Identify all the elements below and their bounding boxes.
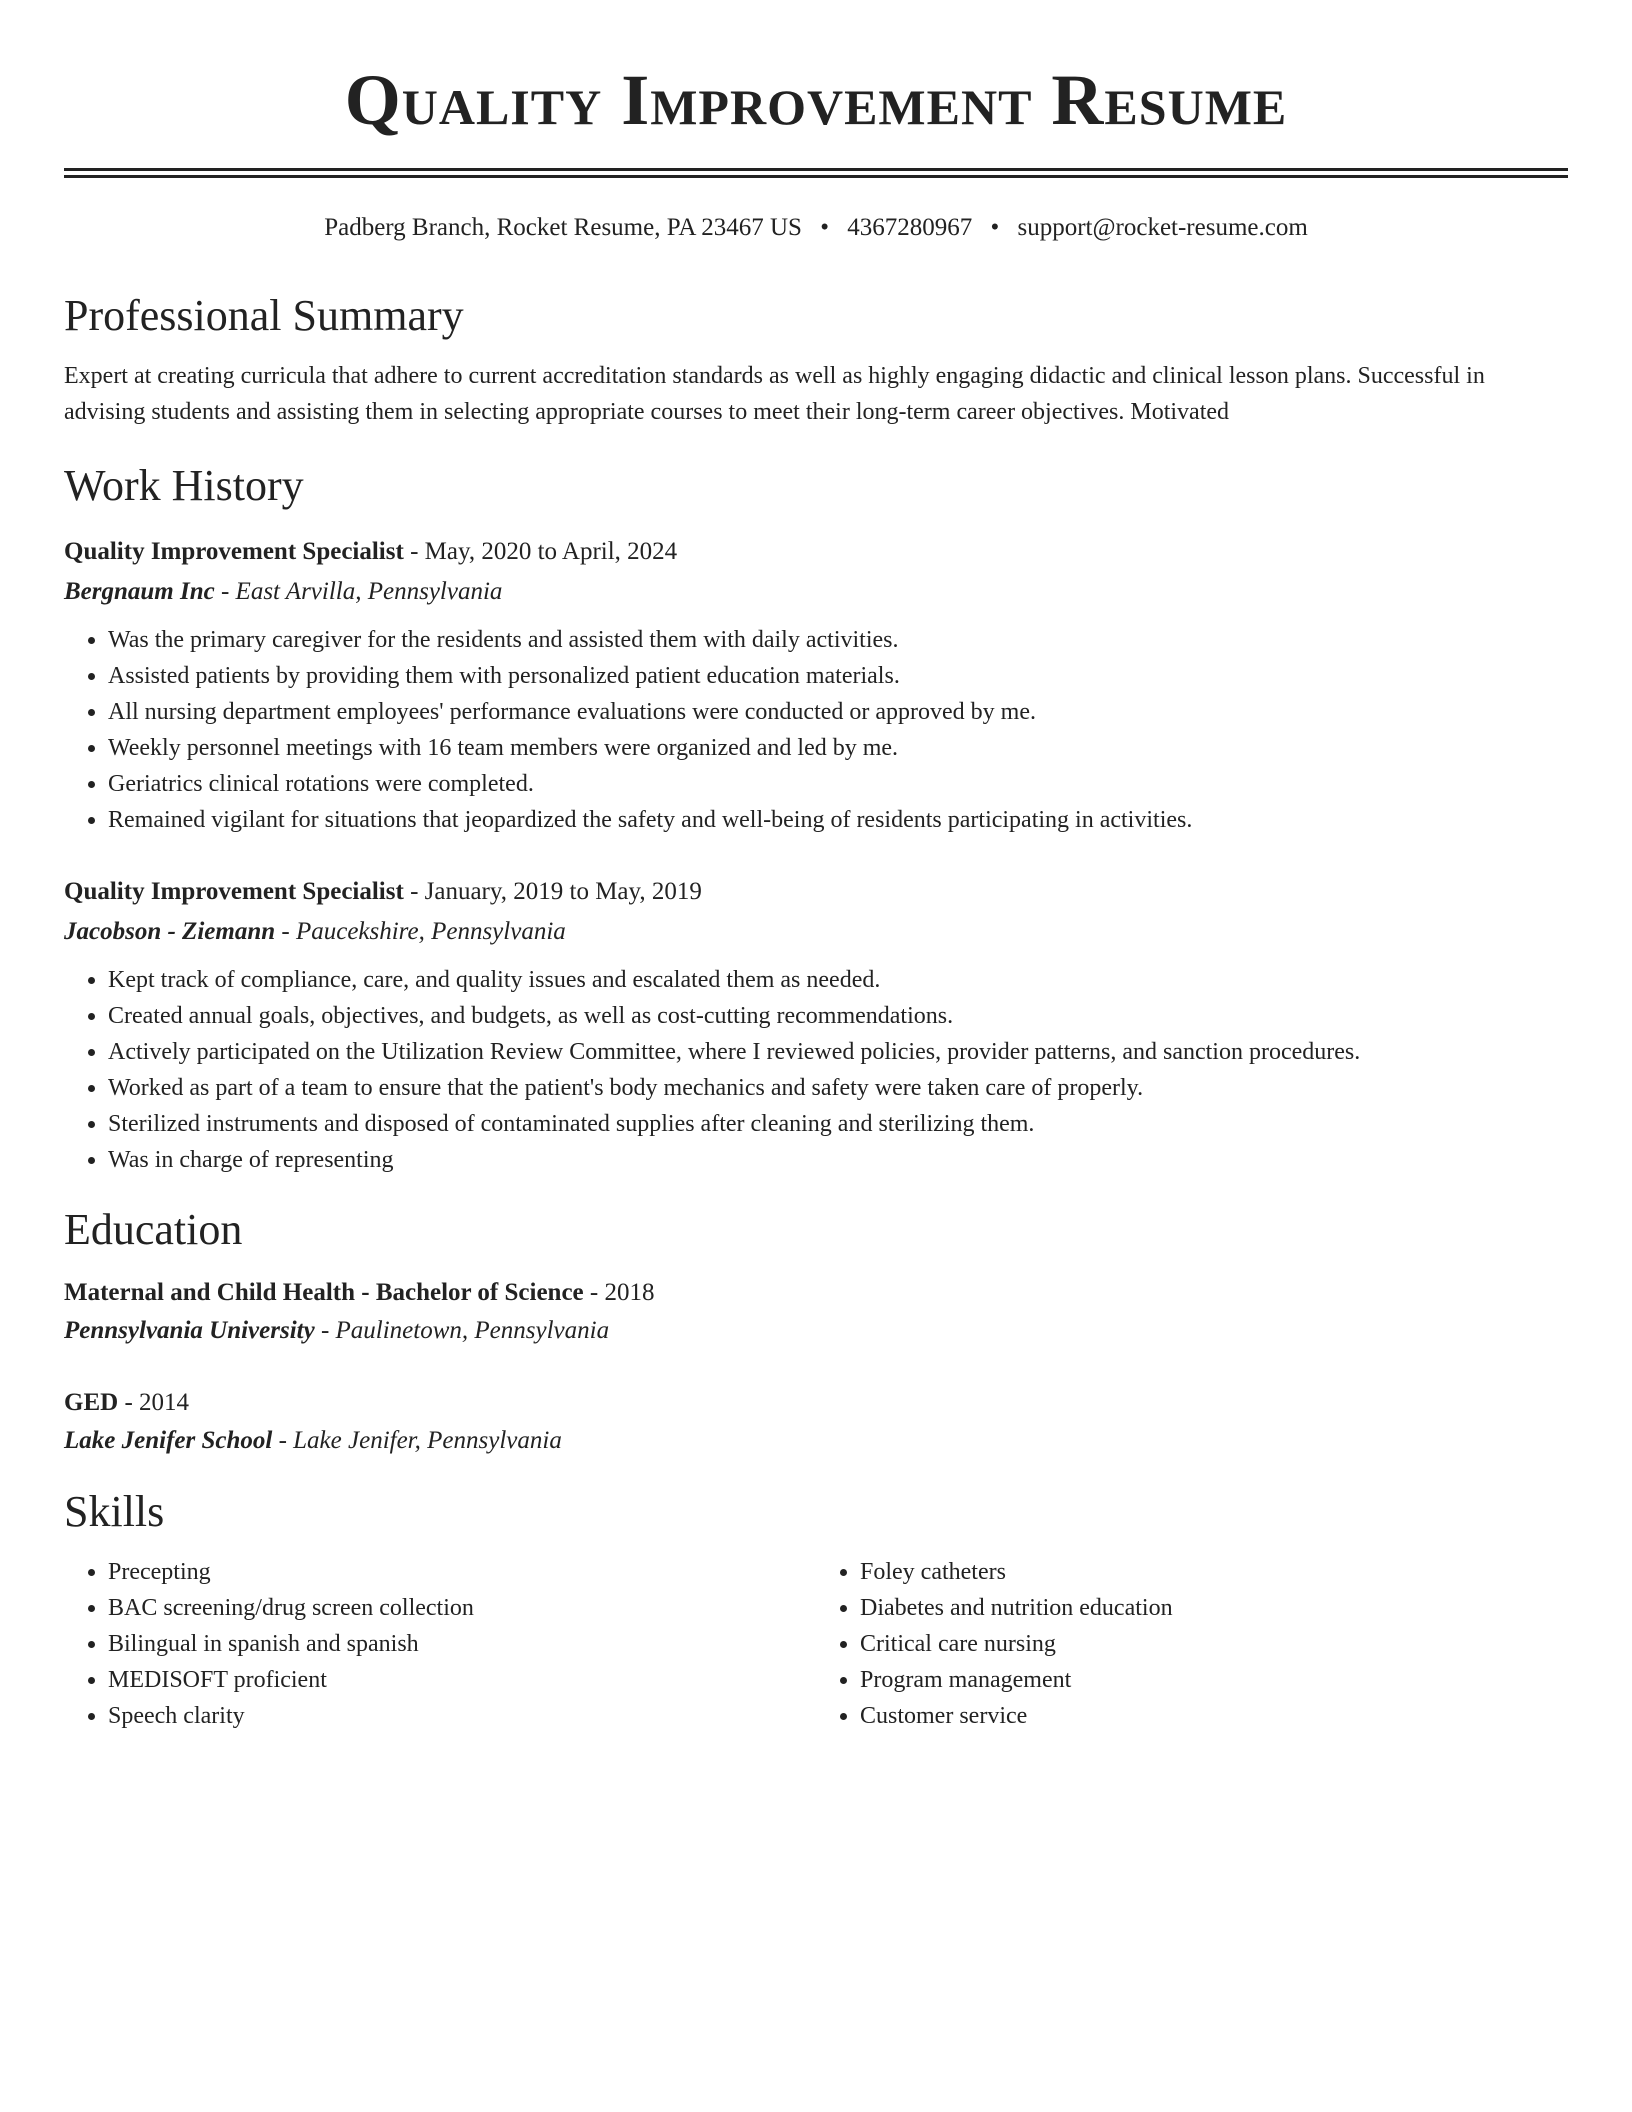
job-bullet: • Was the primary caregiver for the residents and assisted them with daily activities. <box>108 622 1568 658</box>
job-bullet: • Worked as part of a team to ensure that the patient's body mechanics and safety were taken care of properly. <box>108 1070 1568 1106</box>
skill-item: • Bilingual in spanish and spanish <box>108 1626 816 1662</box>
skill-item: • Foley catheters <box>860 1554 1568 1590</box>
job-bullet: • Assisted patients by providing them with personalized patient education materials. <box>108 658 1568 694</box>
job-bullet: • Created annual goals, objectives, and budgets, as well as cost-cutting recommendations. <box>108 998 1568 1034</box>
job-bullet: • Sterilized instruments and disposed of contaminated supplies after cleaning and sterilizing them. <box>108 1106 1568 1142</box>
work-history-heading: Work History <box>64 461 304 510</box>
education-degree: GED <box>64 1389 119 1416</box>
skill-item: • Precepting <box>108 1554 816 1590</box>
education-degree-line <box>64 1274 1568 1312</box>
education-degree-line <box>64 1384 1568 1422</box>
job-bullets <box>64 962 1568 1178</box>
job-bullet: • Geriatrics clinical rotations were completed. <box>108 766 1568 802</box>
education-year: - 2014 <box>118 1389 190 1416</box>
skill-item: • Diabetes and nutrition education <box>860 1590 1568 1626</box>
job-entry <box>64 872 1568 1178</box>
job-role-line <box>64 532 1568 572</box>
job-dates: - May, 2020 to April, 2024 <box>403 538 678 565</box>
skill-item: • Speech clarity <box>108 1698 816 1734</box>
education-year: - 2018 <box>583 1279 655 1306</box>
job-dates: - January, 2019 to May, 2019 <box>403 878 702 905</box>
job-bullet: • Kept track of compliance, care, and quality issues and escalated them as needed. <box>108 962 1568 998</box>
job-bullet: • Remained vigilant for situations that jeopardized the safety and well-being of residents participating in activities. <box>108 802 1568 838</box>
job-company-line <box>64 572 1568 612</box>
skill-item: • BAC screening/drug screen collection <box>108 1590 816 1626</box>
education-degree: Maternal and Child Health - Bachelor of Science <box>64 1279 584 1306</box>
resume-title: Quality Improvement Resume <box>344 60 1288 140</box>
contact-address: Padberg Branch, Rocket Resume, PA 23467 US <box>324 214 802 241</box>
job-entry <box>64 532 1568 838</box>
contact-phone: 4367280967 <box>847 214 973 241</box>
title-divider <box>64 168 1568 178</box>
job-role: Quality Improvement Specialist <box>64 538 404 565</box>
education-location: - Paulinetown, Pennsylvania <box>314 1317 610 1344</box>
skills-heading: Skills <box>64 1487 165 1536</box>
contact-separator: • <box>820 214 829 241</box>
education-heading: Education <box>64 1205 243 1254</box>
education-entry <box>64 1384 1568 1460</box>
job-role: Quality Improvement Specialist <box>64 878 404 905</box>
job-role-line <box>64 872 1568 912</box>
contact-line <box>64 212 1568 244</box>
skill-item: • Critical care nursing <box>860 1626 1568 1662</box>
summary-text: Expert at creating curricula that adhere to current accreditation standards as well as highly engaging didactic and clinical lesson plans. Successful in advising students and assisting them in selecting appropriate courses to meet their long-term career objectives. Motivated <box>64 363 1485 425</box>
skill-item: • Program management <box>860 1662 1568 1698</box>
job-bullet: • Actively participated on the Utilization Review Committee, where I reviewed policies, provider patterns, and sanction procedures. <box>108 1034 1568 1070</box>
skill-item: • Customer service <box>860 1698 1568 1734</box>
skills-grid <box>64 1554 1568 1734</box>
education-school-line <box>64 1422 1568 1460</box>
job-bullet: • Was in charge of representing <box>108 1142 1568 1178</box>
job-bullet: • Weekly personnel meetings with 16 team members were organized and led by me. <box>108 730 1568 766</box>
contact-separator: • <box>990 214 1000 241</box>
summary-heading: Professional Summary <box>64 291 464 340</box>
education-school-line <box>64 1312 1568 1350</box>
education-entry <box>64 1274 1568 1350</box>
education-location: - Lake Jenifer, Pennsylvania <box>272 1427 562 1454</box>
skills-list-right <box>816 1554 1568 1734</box>
job-company: Jacobson - Ziemann <box>64 918 276 945</box>
education-school: Lake Jenifer School <box>64 1427 273 1454</box>
contact-email: support@rocket-resume.com <box>1017 214 1308 241</box>
skill-item: • MEDISOFT proficient <box>108 1662 816 1698</box>
job-company: Bergnaum Inc <box>64 578 215 605</box>
education-school: Pennsylvania University <box>64 1317 315 1344</box>
job-company-line <box>64 912 1568 952</box>
job-bullets <box>64 622 1568 838</box>
skills-list-left <box>64 1554 816 1734</box>
job-location: - Paucekshire, Pennsylvania <box>275 918 566 945</box>
job-bullet: • All nursing department employees' performance evaluations were conducted or approved by me. <box>108 694 1568 730</box>
job-location: - East Arvilla, Pennsylvania <box>214 578 503 605</box>
